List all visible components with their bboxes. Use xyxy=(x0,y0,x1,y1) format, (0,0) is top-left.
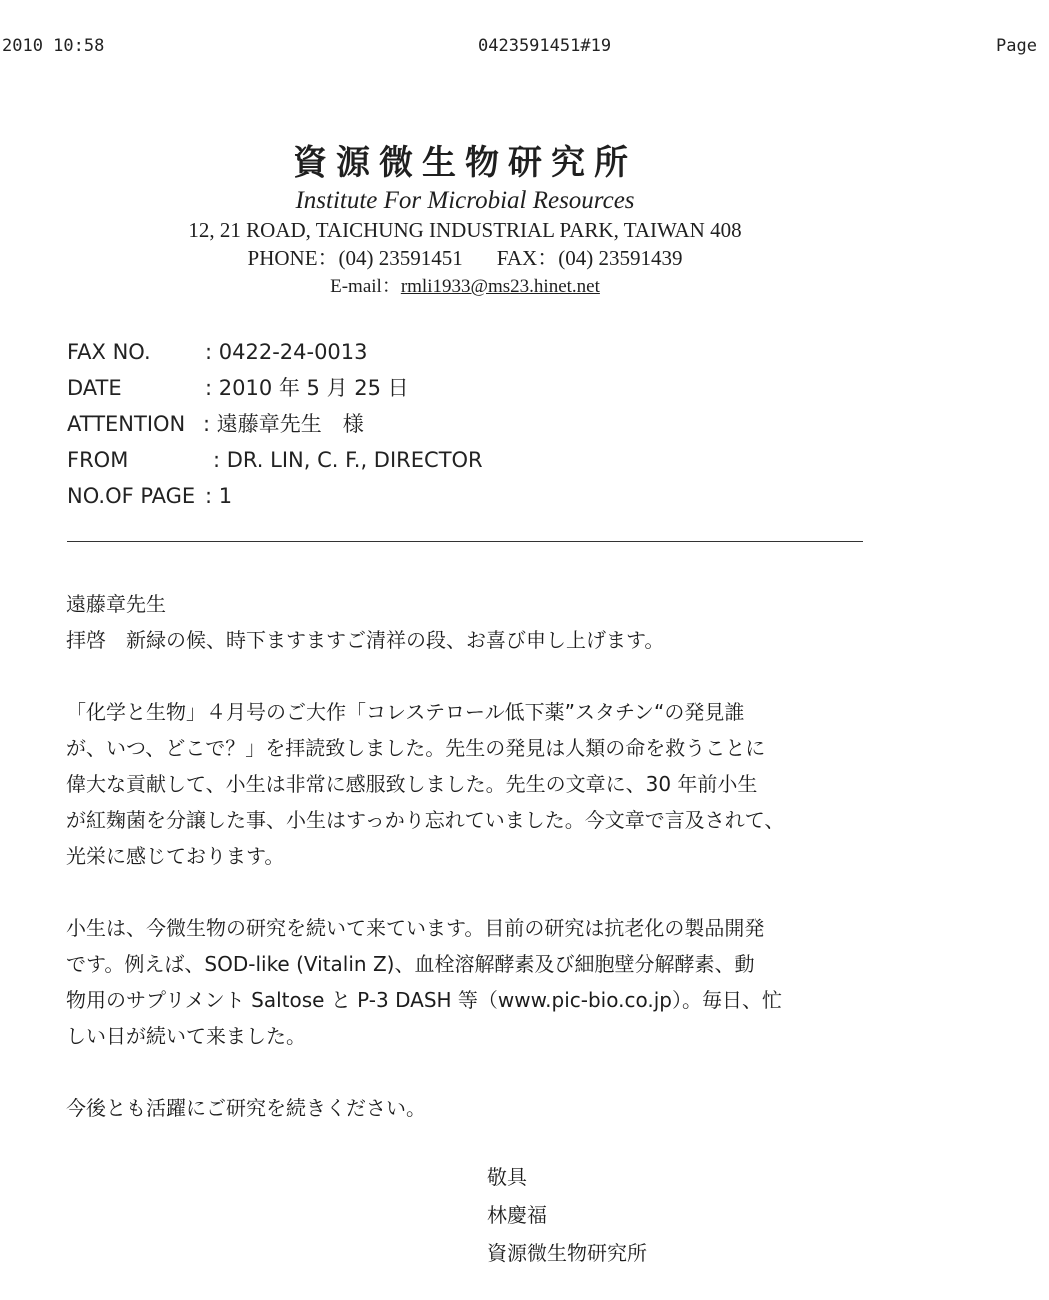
pages-value: : 1 xyxy=(205,484,233,508)
fax-number: FAX：(04) 23591439 xyxy=(496,246,683,270)
paragraph-1 xyxy=(66,694,886,874)
contact-email xyxy=(0,272,930,302)
letterhead xyxy=(0,140,930,302)
from-label: FROM xyxy=(67,448,129,472)
fax-page-label: Page xyxy=(996,36,1037,56)
pages-label: NO.OF PAGE xyxy=(67,484,196,508)
paragraph-line: しい日が続いて来ました。 xyxy=(66,1024,306,1048)
paragraph-line: 光栄に感じております。 xyxy=(66,844,285,868)
date-value: : 2010 年 5 月 25 日 xyxy=(205,376,409,400)
institute-address: 12, 21 ROAD, TAICHUNG INDUSTRIAL PARK, TAIWAN 408 xyxy=(188,218,742,242)
paragraph-2 xyxy=(66,910,886,1054)
paragraph-line: 偉大な貢献して、小生は非常に感服致しました。先生の文章に、30 年前小生 xyxy=(66,772,758,796)
paragraph-line: が紅麹菌を分譲した事、小生はすっかり忘れていました。今文章で言及されて、 xyxy=(66,808,785,832)
institute-name-chinese: 資源微生物研究所 xyxy=(293,143,637,183)
attention-label: ATTENTION xyxy=(67,412,186,436)
paragraph-line: が、いつ、どこで？」を拝読致しました。先生の発見は人類の命を救うことに xyxy=(66,736,766,760)
paragraph-line: 小生は、今微生物の研究を続いて来ています。目前の研究は抗老化の製品開発 xyxy=(66,916,765,940)
from-value: : DR. LIN, C. F., DIRECTOR xyxy=(213,448,483,472)
paragraph-line: 物用のサプリメント Saltose と P-3 DASH 等（www.pic-bio.co.jp）。毎日、忙 xyxy=(66,988,782,1012)
paragraph-line: です。例えば、SOD-like (Vitalin Z)、血栓溶解酵素及び細胞壁分解酵素、動 xyxy=(66,952,755,976)
contact-numbers xyxy=(0,244,930,272)
email-label: E-mail： xyxy=(330,276,401,297)
fax-timestamp: 2010 10:58 xyxy=(2,36,105,56)
paragraph-line: 「化学と生物」４月号のご大作「コレステロール低下薬”スタチン“の発見誰 xyxy=(66,700,745,724)
institute-name-english: Institute For Microbial Resources xyxy=(295,187,635,214)
email-address-link[interactable]: rmli1933@ms23.hinet.net xyxy=(400,276,600,297)
phone-number: PHONE：(04) 23591451 xyxy=(247,246,463,270)
signer-organization: 資源微生物研究所 xyxy=(487,1241,647,1265)
closing-line: 今後とも活躍にご研究を続きください。 xyxy=(66,1096,426,1120)
signature-block xyxy=(487,1158,647,1272)
attention-value: : 遠藤章先生 様 xyxy=(203,412,364,436)
salutation: 遠藤章先生 xyxy=(66,592,166,616)
closing-word: 敬具 xyxy=(487,1165,527,1189)
signer-name: 林慶福 xyxy=(487,1203,547,1227)
date-label: DATE xyxy=(67,376,122,400)
fax-no-label: FAX NO. xyxy=(67,340,151,364)
separator-line xyxy=(67,541,863,542)
greeting: 拝啓 新緑の候、時下ますますご清祥の段、お喜び申し上げます。 xyxy=(66,628,665,652)
fax-no-value: : 0422-24-0013 xyxy=(205,340,368,364)
letter-body xyxy=(66,586,886,1126)
fax-transmission-header xyxy=(0,36,1049,60)
fax-sender-id: 0423591451#19 xyxy=(478,36,612,56)
